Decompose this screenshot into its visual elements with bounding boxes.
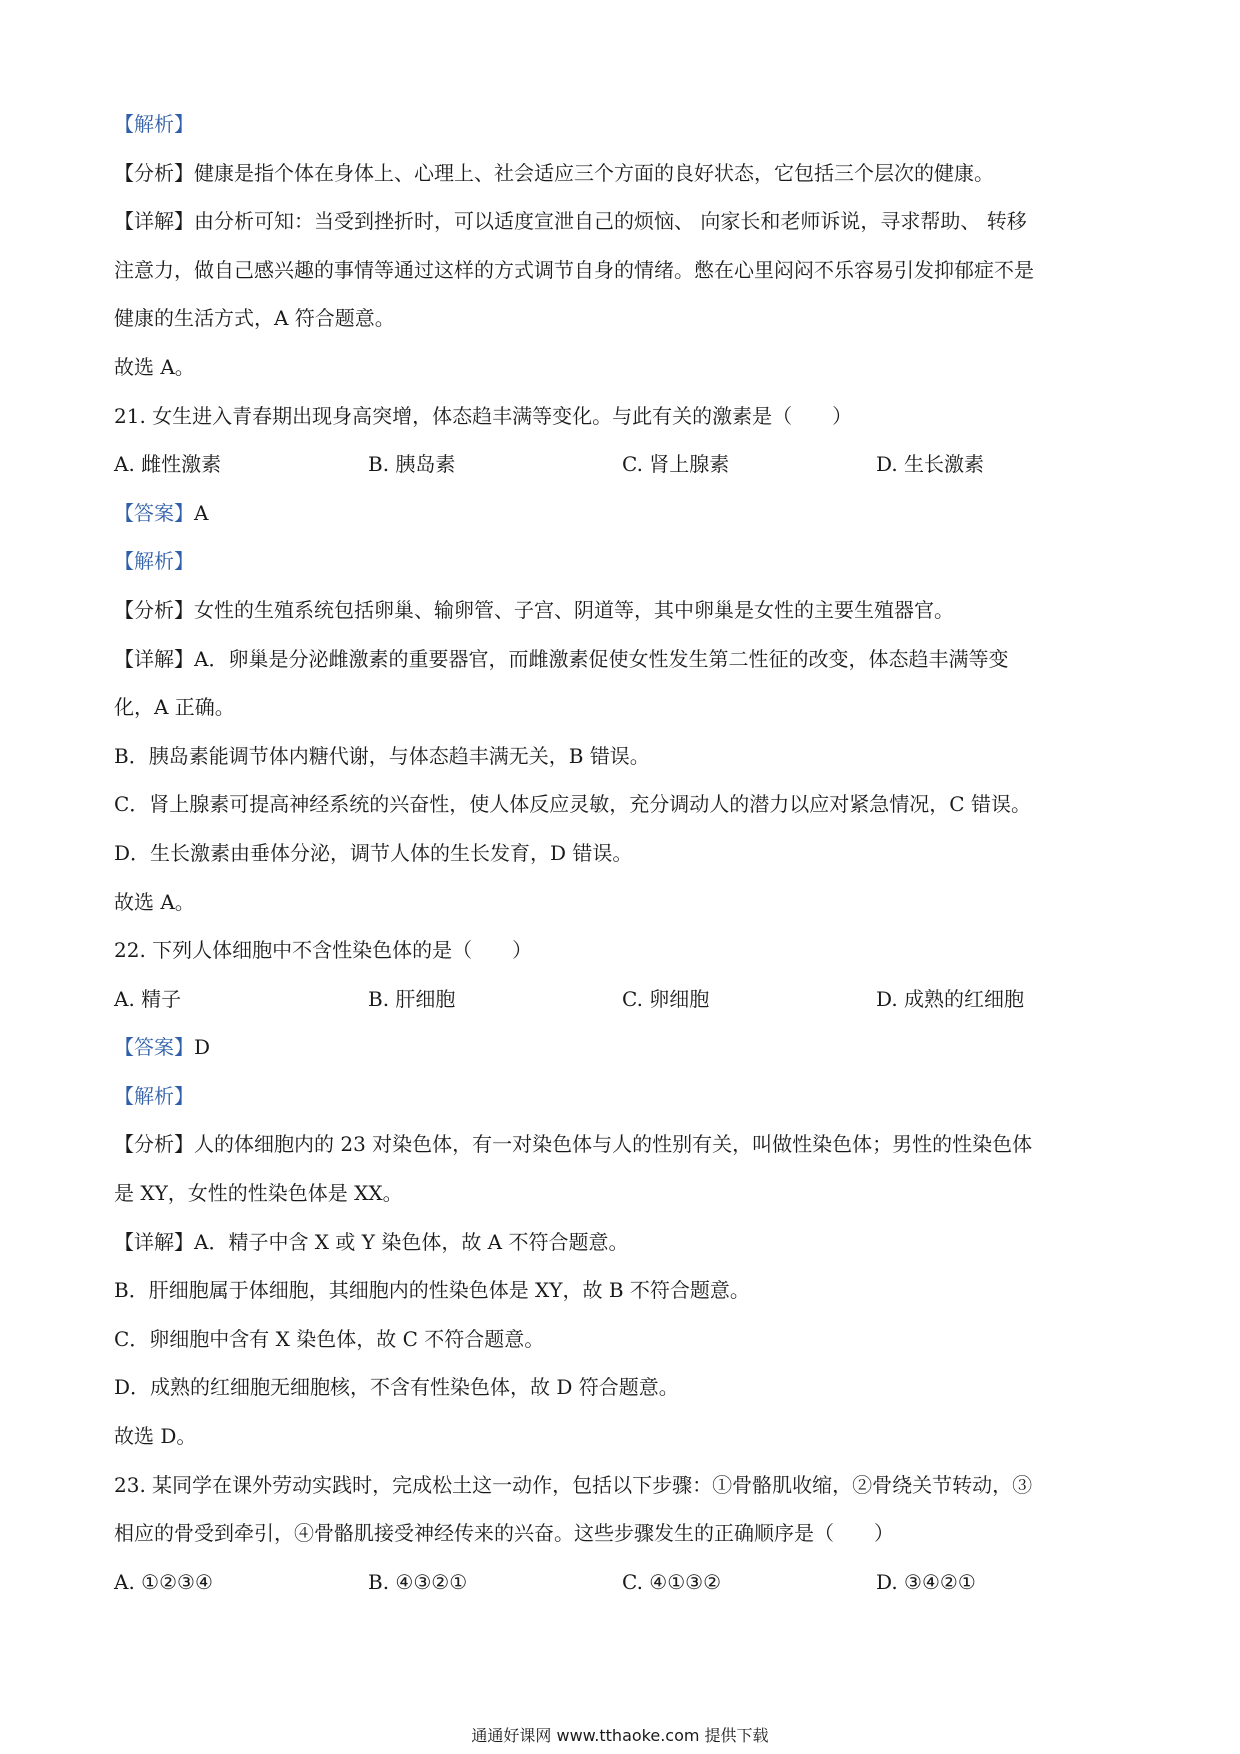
detail-paragraph-line: D．成熟的红细胞无细胞核，不含有性染色体，故 D 符合题意。 [114, 1375, 679, 1400]
analysis-paragraph-line: 是 XY，女性的性染色体是 XX。 [114, 1181, 403, 1206]
detail-paragraph-line: 【详解】由分析可知：当受到挫折时，可以适度宣泄自己的烦恼、 向家长和老师诉说，寻求帮助、 转移 [114, 209, 1027, 234]
option-b: B. ④③②① [368, 1569, 468, 1594]
detail-paragraph-line: C．肾上腺素可提高神经系统的兴奋性，使人体反应灵敏，充分调动人的潜力以应对紧急情况，C 错误。 [114, 792, 1031, 817]
question-21-options [114, 440, 1134, 489]
conclusion-line: 故选 A。 [114, 354, 195, 379]
page-content [114, 100, 1134, 1606]
option-d: D. 生长激素 [876, 452, 985, 477]
question-23-line: 相应的骨受到牵引，④骨骼肌接受神经传来的兴奋。这些步骤发生的正确顺序是（ ） [114, 1521, 894, 1546]
question-23-options [114, 1558, 1134, 1607]
option-d: D. 成熟的红细胞 [876, 986, 1025, 1011]
page-footer: 通通好课网 www.tthaoke.com 提供下载 [471, 1726, 769, 1745]
option-c: C. ④①③② [622, 1569, 722, 1594]
option-d: D. ③④②① [876, 1569, 976, 1594]
option-b: B. 肝细胞 [368, 986, 456, 1011]
question-22: 22. 下列人体细胞中不含性染色体的是（ ） [114, 938, 533, 963]
option-b: B. 胰岛素 [368, 452, 456, 477]
question-22-options [114, 975, 1134, 1024]
detail-paragraph-line: 【详解】A．精子中含 X 或 Y 染色体，故 A 不符合题意。 [114, 1229, 629, 1254]
conclusion-line: 故选 D。 [114, 1424, 197, 1449]
detail-paragraph-line: 化，A 正确。 [114, 695, 235, 720]
analysis-heading: 【解析】 [114, 549, 194, 574]
detail-paragraph-line: B．胰岛素能调节体内糖代谢，与体态趋丰满无关，B 错误。 [114, 743, 650, 768]
analysis-paragraph: 【分析】女性的生殖系统包括卵巢、输卵管、子宫、阴道等，其中卵巢是女性的主要生殖器官。 [114, 597, 954, 622]
detail-paragraph-line: 注意力，做自己感兴趣的事情等通过这样的方式调节自身的情绪。憋在心里闷闷不乐容易引发抑郁症不是 [114, 257, 1034, 282]
option-c: C. 卵细胞 [622, 986, 710, 1011]
analysis-paragraph: 【分析】健康是指个体在身体上、心理上、社会适应三个方面的良好状态，它包括三个层次的健康。 [114, 160, 994, 185]
answer-22: 【答案】D [114, 1035, 211, 1060]
detail-paragraph-line: 【详解】A．卵巢是分泌雌激素的重要器官，而雌激素促使女性发生第二性征的改变，体态趋丰满等变 [114, 646, 1009, 671]
answer-21: 【答案】A [114, 500, 209, 525]
analysis-paragraph: 【分析】人的体细胞内的 23 对染色体，有一对染色体与人的性别有关，叫做性染色体；男性的性染色体 [114, 1132, 1033, 1157]
detail-paragraph-line: D．生长激素由垂体分泌，调节人体的生长发育，D 错误。 [114, 840, 633, 865]
option-a: A. 精子 [114, 986, 182, 1011]
option-a: A. ①②③④ [114, 1569, 213, 1594]
option-c: C. 肾上腺素 [622, 452, 730, 477]
analysis-heading: 【解析】 [114, 112, 194, 136]
question-21: 21. 女生进入青春期出现身高突增，体态趋丰满等变化。与此有关的激素是（ ） [114, 403, 853, 428]
option-a: A. 雌性激素 [114, 452, 222, 477]
analysis-heading: 【解析】 [114, 1083, 194, 1108]
detail-paragraph-line: 健康的生活方式，A 符合题意。 [114, 306, 395, 331]
conclusion-line: 故选 A。 [114, 889, 195, 914]
question-23: 23. 某同学在课外劳动实践时，完成松土这一动作，包括以下步骤：①骨骼肌收缩，②骨绕关节转动，③ [114, 1472, 1033, 1497]
detail-paragraph-line: C．卵细胞中含有 X 染色体，故 C 不符合题意。 [114, 1326, 545, 1351]
detail-paragraph-line: B．肝细胞属于体细胞，其细胞内的性染色体是 XY，故 B 不符合题意。 [114, 1278, 750, 1303]
